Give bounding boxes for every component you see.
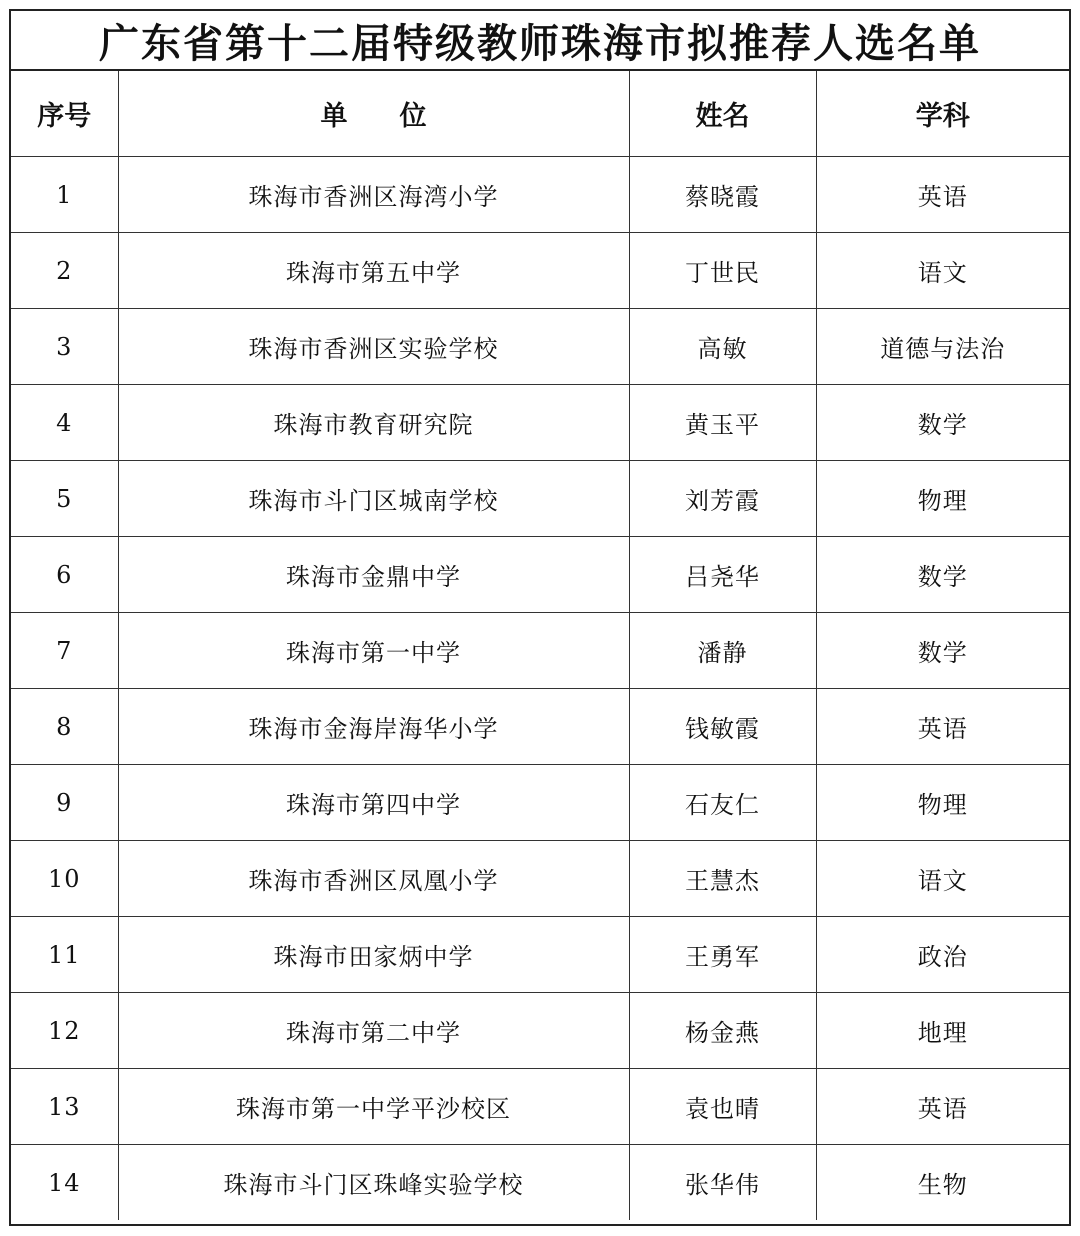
cell-no: 5 — [11, 461, 118, 537]
cell-no: 12 — [11, 993, 118, 1069]
cell-subject: 物理 — [816, 461, 1069, 537]
cell-no: 11 — [11, 917, 118, 993]
cell-no: 9 — [11, 765, 118, 841]
cell-unit: 珠海市斗门区珠峰实验学校 — [118, 1145, 629, 1221]
cell-name: 丁世民 — [629, 233, 816, 309]
table-row — [11, 841, 1069, 917]
cell-subject: 地理 — [816, 993, 1069, 1069]
cell-no: 3 — [11, 309, 118, 385]
cell-no: 10 — [11, 841, 118, 917]
table-row — [11, 309, 1069, 385]
cell-name: 潘静 — [629, 613, 816, 689]
header-subject: 学科 — [816, 71, 1069, 157]
table-body — [11, 157, 1069, 1221]
cell-no: 1 — [11, 157, 118, 233]
table-row — [11, 993, 1069, 1069]
table-row — [11, 1069, 1069, 1145]
candidate-list-document — [9, 9, 1071, 1226]
cell-subject: 数学 — [816, 537, 1069, 613]
cell-no: 13 — [11, 1069, 118, 1145]
cell-name: 刘芳霞 — [629, 461, 816, 537]
header-no: 序号 — [11, 71, 118, 157]
cell-subject: 英语 — [816, 157, 1069, 233]
table-row — [11, 689, 1069, 765]
table-row — [11, 385, 1069, 461]
cell-unit: 珠海市第一中学平沙校区 — [118, 1069, 629, 1145]
cell-subject: 英语 — [816, 1069, 1069, 1145]
cell-no: 4 — [11, 385, 118, 461]
document-title: 广东省第十二届特级教师珠海市拟推荐人选名单 — [11, 11, 1069, 71]
cell-unit: 珠海市第二中学 — [118, 993, 629, 1069]
cell-name: 杨金燕 — [629, 993, 816, 1069]
table-row — [11, 233, 1069, 309]
cell-name: 袁也晴 — [629, 1069, 816, 1145]
cell-name: 张华伟 — [629, 1145, 816, 1221]
cell-unit: 珠海市第一中学 — [118, 613, 629, 689]
cell-no: 2 — [11, 233, 118, 309]
cell-name: 黄玉平 — [629, 385, 816, 461]
header-row — [11, 71, 1069, 157]
cell-subject: 语文 — [816, 233, 1069, 309]
table-row — [11, 537, 1069, 613]
cell-name: 吕尧华 — [629, 537, 816, 613]
table-row — [11, 765, 1069, 841]
cell-no: 6 — [11, 537, 118, 613]
cell-name: 钱敏霞 — [629, 689, 816, 765]
cell-unit: 珠海市斗门区城南学校 — [118, 461, 629, 537]
cell-subject: 物理 — [816, 765, 1069, 841]
cell-name: 王慧杰 — [629, 841, 816, 917]
cell-name: 蔡晓霞 — [629, 157, 816, 233]
cell-subject: 道德与法治 — [816, 309, 1069, 385]
cell-unit: 珠海市金鼎中学 — [118, 537, 629, 613]
cell-name: 王勇军 — [629, 917, 816, 993]
cell-unit: 珠海市香洲区实验学校 — [118, 309, 629, 385]
cell-name: 高敏 — [629, 309, 816, 385]
cell-unit: 珠海市教育研究院 — [118, 385, 629, 461]
cell-subject: 数学 — [816, 385, 1069, 461]
cell-unit: 珠海市香洲区海湾小学 — [118, 157, 629, 233]
header-name: 姓名 — [629, 71, 816, 157]
cell-no: 14 — [11, 1145, 118, 1221]
cell-no: 8 — [11, 689, 118, 765]
cell-unit: 珠海市第五中学 — [118, 233, 629, 309]
cell-unit: 珠海市金海岸海华小学 — [118, 689, 629, 765]
cell-unit: 珠海市香洲区凤凰小学 — [118, 841, 629, 917]
cell-subject: 数学 — [816, 613, 1069, 689]
cell-name: 石友仁 — [629, 765, 816, 841]
table-row — [11, 613, 1069, 689]
cell-unit: 珠海市第四中学 — [118, 765, 629, 841]
cell-subject: 生物 — [917, 1171, 968, 1199]
cell-subject: 英语 — [816, 689, 1069, 765]
table-row — [11, 917, 1069, 993]
table-row — [11, 1145, 1069, 1221]
header-unit: 单位 — [118, 71, 629, 157]
table-row — [11, 157, 1069, 233]
cell-no: 7 — [11, 613, 118, 689]
table-row — [11, 461, 1069, 537]
cell-unit: 珠海市田家炳中学 — [118, 917, 629, 993]
cell-subject: 政治 — [816, 917, 1069, 993]
cell-subject: 语文 — [816, 841, 1069, 917]
candidate-table — [11, 71, 1069, 1220]
